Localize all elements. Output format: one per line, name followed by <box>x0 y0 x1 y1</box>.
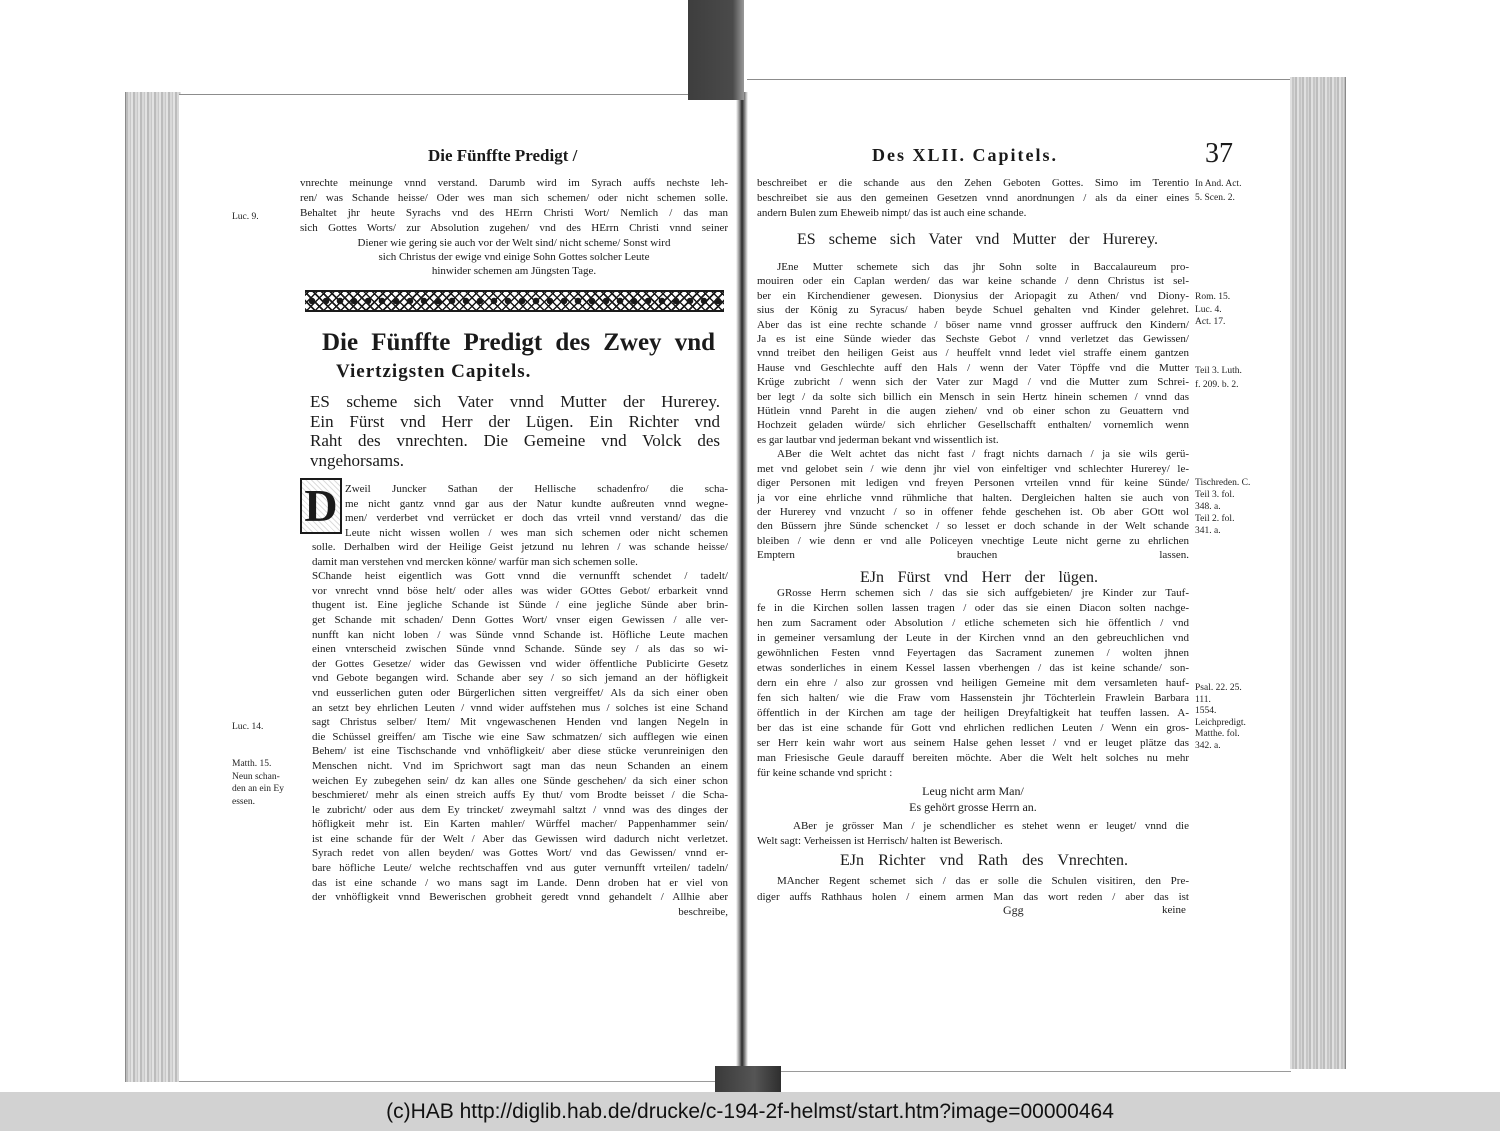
binding-clip-top <box>688 0 744 100</box>
text-line: Teil 3. Luth. <box>1195 366 1242 376</box>
text-line: get Schande mit schaden/ Denn Gottes Wort/ vnser eigen Gewissen / alle ver- <box>312 613 728 626</box>
text-line: ber legt / da solte sich billich ein Mensch in sein Hertz hinein schemen / vnnd das <box>757 390 1189 403</box>
right-running-head: Des XLII. Capitels. <box>872 145 1059 165</box>
body-text-opening <box>345 482 728 540</box>
text-line: JEne Mutter schemete sich das jhr Sohn solte in Baccalaureum pro- <box>777 261 1189 273</box>
text-line: 341. a. <box>1195 526 1221 536</box>
text-line: Zweil Juncker Sathan der Hellische schadenfro/ die scha- <box>345 483 728 495</box>
text-line: sius der König zu Syracus/ haben beyde Schuel gehalten vnd Kinder gelehret. <box>757 304 1189 317</box>
sermon-title-subline: Viertzigsten Capitels. <box>336 361 532 382</box>
section-text <box>757 819 1189 849</box>
text-line: MAncher Regent schemet sich / das er solle die Schulen visitiren, den Pre- <box>777 875 1189 887</box>
section-text <box>757 586 1189 781</box>
text-line: sich Gottes Worts/ zur Absolution zugehen/ vnd des HErrn Christi vnnd seiner <box>300 222 728 234</box>
margin-note <box>1195 291 1265 329</box>
text-line: SChande heist eigentlich was Gott vnnd die vernunfft schendet / tadelt/ <box>312 570 728 583</box>
text-line: sagt Christus selber/ Item/ Mit vngewaschenen Henden vnd langen Negeln in <box>312 716 728 729</box>
text-line: vngehorsams. <box>310 450 404 470</box>
margin-note <box>232 758 298 808</box>
text-line: gewöhnlichen Festen vnnd Feyertagen das Sacrament zunemen / wolten jhnen <box>757 647 1189 659</box>
text-line: bleiben / wie denn er vnd alle Policeyen vnechtige Leute nicht gerne zu ehrlichen <box>757 534 1189 547</box>
right-page-edge <box>1290 77 1346 1069</box>
text-line: Leug nicht arm Man/ <box>922 784 1024 798</box>
text-line: an setzt bey ehrlichen Leuten / vnnd wider auffstehen mus / solches ist eine Schand <box>312 701 728 714</box>
signature-mark: Ggg <box>1003 903 1024 917</box>
text-line: Psal. 22. 25. <box>1195 683 1242 693</box>
text-line: Aber das ist eine rechte schande / böser name vnnd grosser auffruck den Kindern/ <box>757 318 1189 331</box>
page-number: 37 <box>1205 138 1233 169</box>
left-running-head: Die Fünffte Predigt / <box>428 146 578 165</box>
text-line: ist eine schande für der Welt / Aber das Gewissen wird dadurch nicht verletzet. <box>312 832 728 845</box>
text-line: in gemeiner versamlung der Leute in der Kirchen vnnd an den gebreuchlichen vnd <box>757 632 1189 644</box>
text-line: den Büssern jhre Sünde schencket / so lesset er doch schande in der Welt schande <box>757 520 1189 533</box>
text-line: In And. Act. <box>1195 179 1242 189</box>
text-line: für keine schande vnd spricht : <box>757 767 893 779</box>
copyright-footer: (c)HAB http://diglib.hab.de/drucke/c-194-2f-helmst/start.htm?image=00000464 <box>0 1092 1500 1131</box>
text-line: Teil 2. fol. <box>1195 514 1235 524</box>
text-line: nunfft kan nicht loben / was Sünde vnnd Schande ist. Höfliche Leute machen <box>312 628 728 641</box>
sermon-title: Die Fünffte Predigt des Zwey vnd <box>322 329 715 356</box>
text-line: etwas sonderliches in einem Kessel lassen vberhengen / das ist keine schande/ son- <box>757 662 1189 674</box>
text-line: ber ein Kirchendiener gewesen. Dionysius der Ariopagit zu Athen/ vnd Diony- <box>757 289 1189 302</box>
text-line: Luc. 4. <box>1195 304 1222 315</box>
text-line: diger Personen mit ledigen vnd freyen Personen vrteilen vnnd für keine Sünde/ <box>757 477 1189 490</box>
binding-clip-bottom <box>715 1066 781 1093</box>
text-line: me nicht gantz vnnd gar aus der Natur kundte außreuten vnnd wegne- <box>345 497 728 510</box>
text-line: andern Bulen zum Eheweib nimpt/ das ist auch eine schande. <box>757 207 1027 219</box>
text-line: der vnhöfligkeit vnnd Bewerischen grobheit geredt vnnd gehandelt / Allhie aber <box>312 891 728 904</box>
text-line: Act. 17. <box>1195 317 1226 327</box>
body-text <box>312 540 728 919</box>
text-line: 348. a. <box>1195 502 1221 512</box>
text-line: le zubricht/ oder aus dem Ey trincket/ zweymahl saltzt / vnnd was des dinges der <box>312 803 728 816</box>
text-line: fen sich halten/ wie die Fraw vom Hassenstein jhr Töchterlein Frawlein Barbara <box>757 692 1189 704</box>
text-line: f. 209. b. 2. <box>1195 380 1239 390</box>
text-line: dern ein ehre / also zur grossen vnd heiligen Gemeine mit dem versamleten hauf- <box>757 677 1189 689</box>
text-line: vor vnrecht vnnd böse helt/ oder alles was wider GOttes Gebot/ erbarkeit vnnd <box>312 584 728 597</box>
text-line: Leute nicht wissen wollen / wes man sich schemen oder nicht schemen <box>345 526 728 539</box>
margin-note <box>1195 477 1265 537</box>
text-line: die Schüssel greiffen/ am Tische wie eine Saw schmatzen/ sich aufflegen wie einen <box>312 730 728 743</box>
text-line: damit man verstehen vnd mercken könne/ warfür man sich schemen solle. <box>312 555 638 568</box>
text-line: essen. <box>232 796 255 807</box>
text-line: Luc. 9. <box>232 212 259 222</box>
text-line: ren/ was Schande heisse/ Oder wes man sich schemen/ oder nicht schemen solle. <box>300 192 728 204</box>
ornament-band <box>305 290 724 312</box>
text-line: der Gottes Gesetze/ wider das Gewissen vnd wider öffentliche Publicirte Gesetz <box>312 657 728 670</box>
text-line: hinwider schemen am Jüngsten Tage. <box>431 265 597 277</box>
text-line: Es gehört grosse Herrn an. <box>909 800 1037 814</box>
section-heading: EJn Richter vnd Rath des Vnrechten. <box>840 852 1128 869</box>
text-line: Leichpredigt. <box>1195 717 1246 728</box>
text-line: hen zum Sacrament oder Absolution / etliche schemeten sich hie öffentlich / vnd <box>757 617 1189 629</box>
text-line: ser Herr kein wahr wort aus seinem Halse gehen lesset / vnd er leuget plätze das <box>757 737 1189 749</box>
sermon-summary <box>310 392 720 470</box>
text-line: met vnd gelobet sein / wie denn jhr viel von einfeltiger vnd schlechter Hurerey/ le- <box>757 462 1189 475</box>
text-line: den an ein Ey <box>232 784 284 794</box>
right-opening-text <box>757 176 1189 221</box>
text-line: Teil 3. fol. <box>1195 490 1235 500</box>
text-line: Luc. 14. <box>232 722 264 732</box>
text-line: Matthe. fol. <box>1195 729 1240 739</box>
section-heading: ES scheme sich Vater vnd Mutter der Hurerey. <box>797 231 1158 248</box>
text-line: vnd eusserlichen guten oder Bürgerlichen sitten vergreiffet/ Als da sich einer oben <box>312 686 728 699</box>
text-line: das ist eine schande / wo mans sagt im Lande. Denn droben hat er viel von <box>312 876 728 889</box>
proverb-verse <box>757 783 1189 815</box>
left-intro-text <box>300 176 728 236</box>
text-line: der Hurerey vnd vnzucht / so in offener fehde geschehen ist. Ob aber GOtt wol <box>757 505 1189 518</box>
text-line: vnd Gebote begangen wird. Schande aber sey / so sich jemand an der höfligkeit <box>312 672 728 685</box>
text-line: beschreibe, <box>678 905 728 918</box>
left-intro-closing-text <box>300 236 728 278</box>
text-line: vnnd treibet den heiligen Geist aus / heuffelt vnnd ledet viel straffe einem gantzen <box>757 347 1189 360</box>
text-line: 1554. <box>1195 706 1217 716</box>
text-line: Behaltet jhr heute Syrachs vnd des HErrn Christi Wort/ Nemlich / das man <box>300 207 728 219</box>
text-line: höfligkeit mehr ist. Ein Karten mahler/ Würffel macher/ Pappenhammer sein/ <box>312 818 728 831</box>
text-line: GRosse Herrn schemen sich / das sie sich auffgebieten/ jre Kinder zur Tauf- <box>777 587 1189 599</box>
text-line: ja vor eine ehrliche vnnd rühmliche that halten. Dergleichen halten sie auch von <box>757 491 1189 504</box>
text-line: es gar lautbar vnd jederman bekant vnd wissentlich ist. <box>757 433 999 446</box>
text-line: ABer je grösser Man / je schendlicher es stehet wenn er leuget/ vnnd die <box>793 820 1189 832</box>
text-line: Hochzeit geladen würde/ sich ehrlicher Gesellschafft enthalten/ vornemlich wenn <box>757 419 1189 432</box>
text-line: vnrechte meinunge vnnd verstand. Darumb wird im Syrach auffs nechste leh- <box>300 177 728 189</box>
margin-note <box>1195 364 1265 392</box>
text-line: beschreibet sie aus den gemeinen Gesetzen vnnd anordnungen / als da einer eines <box>757 192 1189 204</box>
text-line: Menschen nicht. Vnd im Sprichwort sagt man das neun Schanden an einem <box>312 759 728 772</box>
text-line: Diener wie gering sie auch vor der Welt sind/ nicht scheme/ Sonst wird <box>357 237 671 249</box>
left-page-edge <box>125 92 181 1082</box>
book-spine <box>736 92 748 1082</box>
margin-note <box>1195 177 1265 205</box>
drop-cap-initial: D <box>300 478 342 534</box>
text-line: Hütlein vnnd Pareht in die augen ziehen/ vnd ob einer schon zu Geuattern vnd <box>757 405 1189 418</box>
text-line: 342. a. <box>1195 740 1221 751</box>
text-line: einen vnterscheid zwischen Sünde vnnd Schande. Sünde sey / als das so wi- <box>312 643 728 656</box>
text-line: Welt sagt: Verheissen ist Herrisch/ halten ist Bewerisch. <box>757 835 1003 847</box>
text-line: mouiren oder ein Caplan werden/ das war keine schande / denn Christus ist sel- <box>757 275 1189 288</box>
text-line: beschmieret/ mehr als einen streich auffs Ey thut/ vom Brodte beisset / die Scha- <box>312 789 728 802</box>
text-line: ES scheme sich Vater vnnd Mutter der Hurerey. <box>310 392 720 411</box>
margin-note <box>232 721 292 733</box>
text-line: weichen Ey zubegehen sein/ dz kan alles one Sünde geschehen/ da sich einer schon <box>312 774 728 787</box>
text-line: ABer die Welt achtet das nicht fast / fragt nichts darnach / ja sie wils gerü- <box>777 448 1189 461</box>
text-line: Krüge zubricht / wenn sich der Vater zur Magd / vnd die Mutter zum Schrei- <box>757 376 1189 389</box>
margin-note <box>1195 683 1275 752</box>
text-line: Neun schan- <box>232 771 280 782</box>
text-line: Syrach redet von allen beyden/ was Gottes Wort/ vnd das Gewissen/ vnnd er- <box>312 847 728 860</box>
catchword: keine <box>1162 904 1186 916</box>
text-line: Behem/ ist eine Tischschande vnd vnhöfligkeit/ aber diese stücke verunreinigen den <box>312 745 728 758</box>
text-line: man Friesische Geule darauff bereiten möchte. Aber die Welt helt solches nu mehr <box>757 752 1189 764</box>
text-line: 5. Scen. 2. <box>1195 193 1235 203</box>
margin-note <box>232 211 292 223</box>
text-line: öffentlich in der Kirchen am tage der heiligen Dreyfaltigkeit hat teuffen lassen. A- <box>757 707 1189 719</box>
text-line: Hause vnd Geschlechte auff den Hals / wenn der Vater Töpffe vnd die Mutter <box>757 361 1189 374</box>
text-line: solle. Derhalben wird der Heilige Geist jetzund nu lehren / was schande heisse/ <box>312 541 728 553</box>
text-line: sich Christus der ewige vnd einige Sohn Gottes solcher Leute <box>378 251 650 263</box>
text-line: 111. <box>1195 694 1211 705</box>
section-text <box>757 260 1189 563</box>
text-line: Tischreden. C. <box>1195 478 1251 488</box>
text-line: Emptern brauchen lassen. <box>757 549 1189 562</box>
text-line: fe in die Kirchen sollen lassen tragen / oder das sie einen Diacon solten nachge- <box>757 602 1189 614</box>
text-line: Ein Fürst vnd Herr der Lügen. Ein Richter vnd <box>310 411 720 431</box>
text-line: ber das ist eine schande für Gott vnd ehrlichen redlichen Leuten / Wenn ein gros- <box>757 722 1189 734</box>
text-line: diger auffs Rathhaus holen / einem armen Man das wort reden / aber das ist <box>757 891 1189 903</box>
text-line: Raht des vnrechten. Die Gemeine vnd Volck des <box>310 431 720 450</box>
text-line: bare höfliche Leute/ welche rechtschaffen vnd aus guter vernunfft vrteilen/ tadeln/ <box>312 862 728 875</box>
section-text <box>757 873 1189 905</box>
text-line: thugent ist. Eine jegliche Schande ist Sünde / eine jegliche Sünde aber brin- <box>312 599 728 612</box>
text-line: beschreibet er die schande aus den Zehen Geboten Gottes. Simo im Terentio <box>757 177 1189 189</box>
text-line: Matth. 15. <box>232 759 272 769</box>
text-line: men/ verderbet vnd verrücket er doch das vrteil vnnd verstand/ das die <box>345 512 728 525</box>
text-line: Ja es ist eine Sünde wieder das Sechste Gebot / vnnd verletzet das Gewissen/ <box>757 333 1189 346</box>
section-heading: EJn Fürst vnd Herr der lügen. <box>860 569 1098 586</box>
text-line: Rom. 15. <box>1195 292 1231 302</box>
